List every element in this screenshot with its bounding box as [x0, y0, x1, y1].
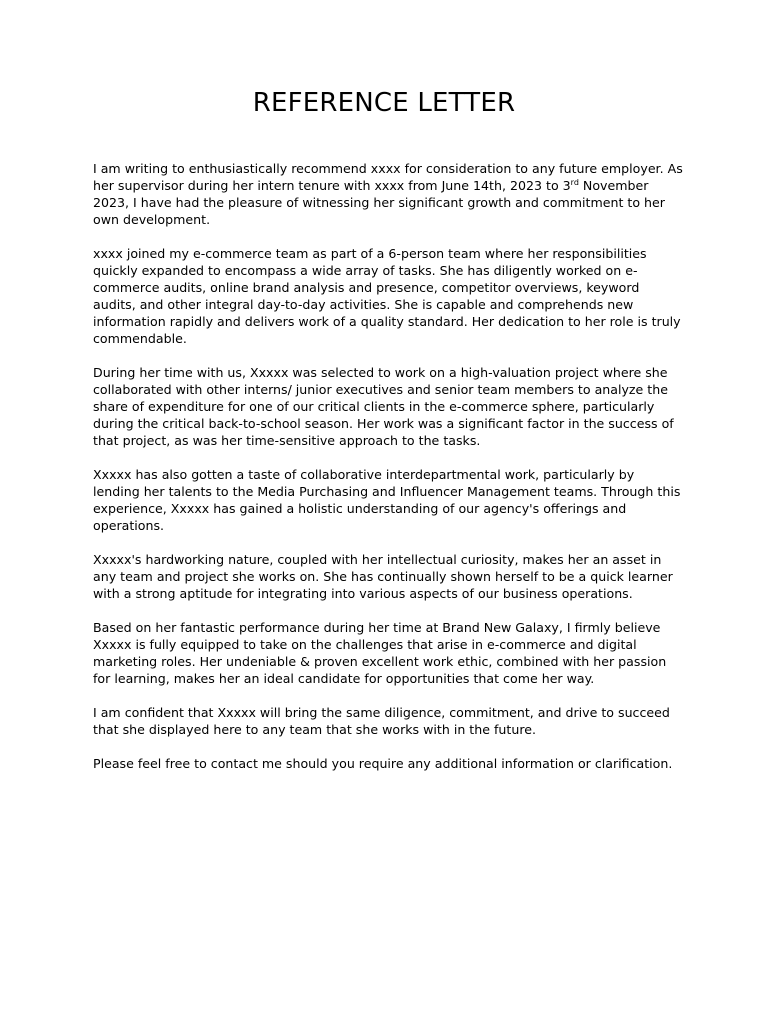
letter-title: REFERENCE LETTER [252, 88, 516, 118]
paragraph-intro [93, 160, 683, 228]
paragraph-contact: Please feel free to contact me should you require any additional information or clarification. [93, 756, 673, 771]
paragraph-recommendation: Based on her fantastic performance during her time at Brand New Galaxy, I firmly believe Xxxxx is fully equipped to take on the challenges that arise in e-commerce and digital marketing roles. Her undeniable & proven excellent work ethic, combined with her passion for learning, makes her an ideal candidate for opportunities that come her way. [93, 620, 667, 686]
paragraph-interdepartmental: Xxxxx has also gotten a taste of collaborative interdepartmental work, particularly by lending her talents to the Media Purchasing and Influencer Management teams. Through this experience, Xxxxx has gained a holistic understanding of our agency's offerings and operations. [93, 467, 681, 533]
letter-body [93, 160, 683, 789]
paragraph-intro-text-2: November 2023, I have had the pleasure of witnessing her significant growth and commitment to her own development. [93, 178, 665, 227]
paragraph-project: During her time with us, Xxxxx was selected to work on a high-valuation project where she collaborated with other interns/ junior executives and senior team members to analyze the share of expenditure for one of our critical clients in the e-commerce sphere, particularly during the critical back-to-school season. Her work was a significant factor in the success of that project, as was her time-sensitive approach to the tasks. [93, 365, 674, 448]
paragraph-character: Xxxxx's hardworking nature, coupled with her intellectual curiosity, makes her an asset in any team and project she works on. She has continually shown herself to be a quick learner with a strong aptitude for integrating into various aspects of our business operations. [93, 552, 673, 601]
paragraph-confidence: I am confident that Xxxxx will bring the same diligence, commitment, and drive to succeed that she displayed here to any team that she works with in the future. [93, 705, 670, 737]
ordinal-suffix: rd [570, 178, 579, 187]
paragraph-intro-text-1: I am writing to enthusiastically recommend xxxx for consideration to any future employer. As her supervisor during her intern tenure with xxxx from June 14th, 2023 to 3 [93, 161, 683, 193]
paragraph-responsibilities: xxxx joined my e-commerce team as part of a 6-person team where her responsibilities quickly expanded to encompass a wide array of tasks. She has diligently worked on e-commerce audits, online brand analysis and presence, competitor overviews, keyword audits, and other integral day-to-day activities. She is capable and comprehends new information rapidly and delivers work of a quality standard. Her dedication to her role is truly commendable. [93, 246, 681, 346]
